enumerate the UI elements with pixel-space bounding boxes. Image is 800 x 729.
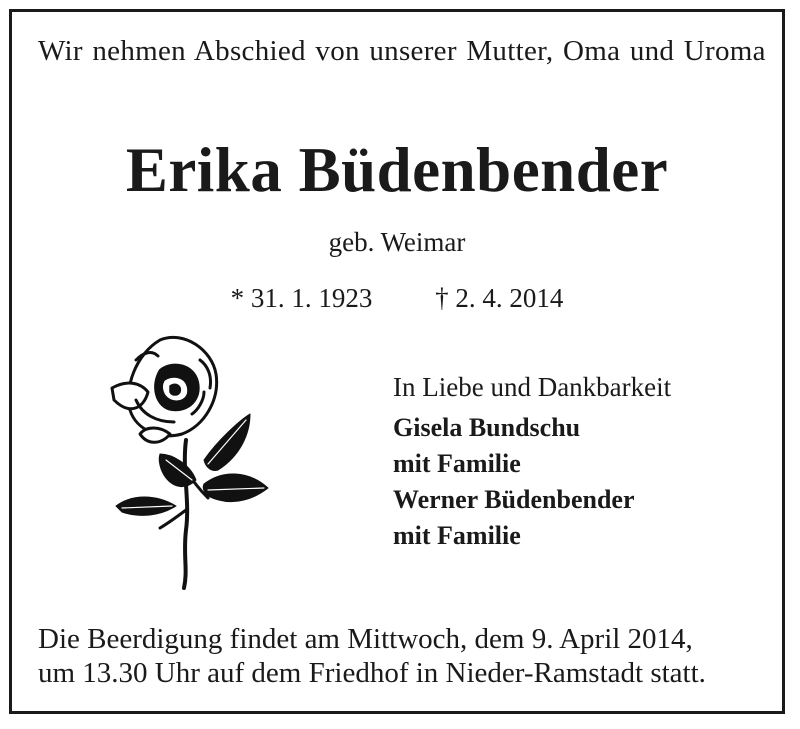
funeral-info — [38, 622, 772, 690]
death-date: † 2. 4. 2014 — [435, 283, 564, 313]
rose-icon — [100, 330, 270, 590]
birth-date: * 31. 1. 1923 — [230, 283, 373, 313]
intro-text: Wir nehmen Abschied von unserer Mutter, Oma und Uroma — [38, 35, 766, 67]
thanks-line: In Liebe und Dankbarkeit — [393, 372, 672, 402]
mourners-block — [393, 370, 773, 554]
funeral-line: Die Beerdigung findet am Mittwoch, dem 9. April 2014, — [38, 623, 693, 655]
mourner-line: Gisela Bundschu — [393, 413, 581, 442]
life-dates — [12, 282, 782, 314]
mourner-line: Werner Büdenbender — [393, 485, 635, 514]
mourner-line: mit Familie — [393, 521, 521, 550]
obituary-notice — [9, 9, 785, 714]
mourner-line: mit Familie — [393, 449, 521, 478]
deceased-name: Erika Büdenbender — [125, 135, 669, 205]
funeral-line: um 13.30 Uhr auf dem Friedhof in Nieder-Ramstadt statt. — [38, 657, 706, 689]
maiden-name: geb. Weimar — [328, 227, 466, 257]
